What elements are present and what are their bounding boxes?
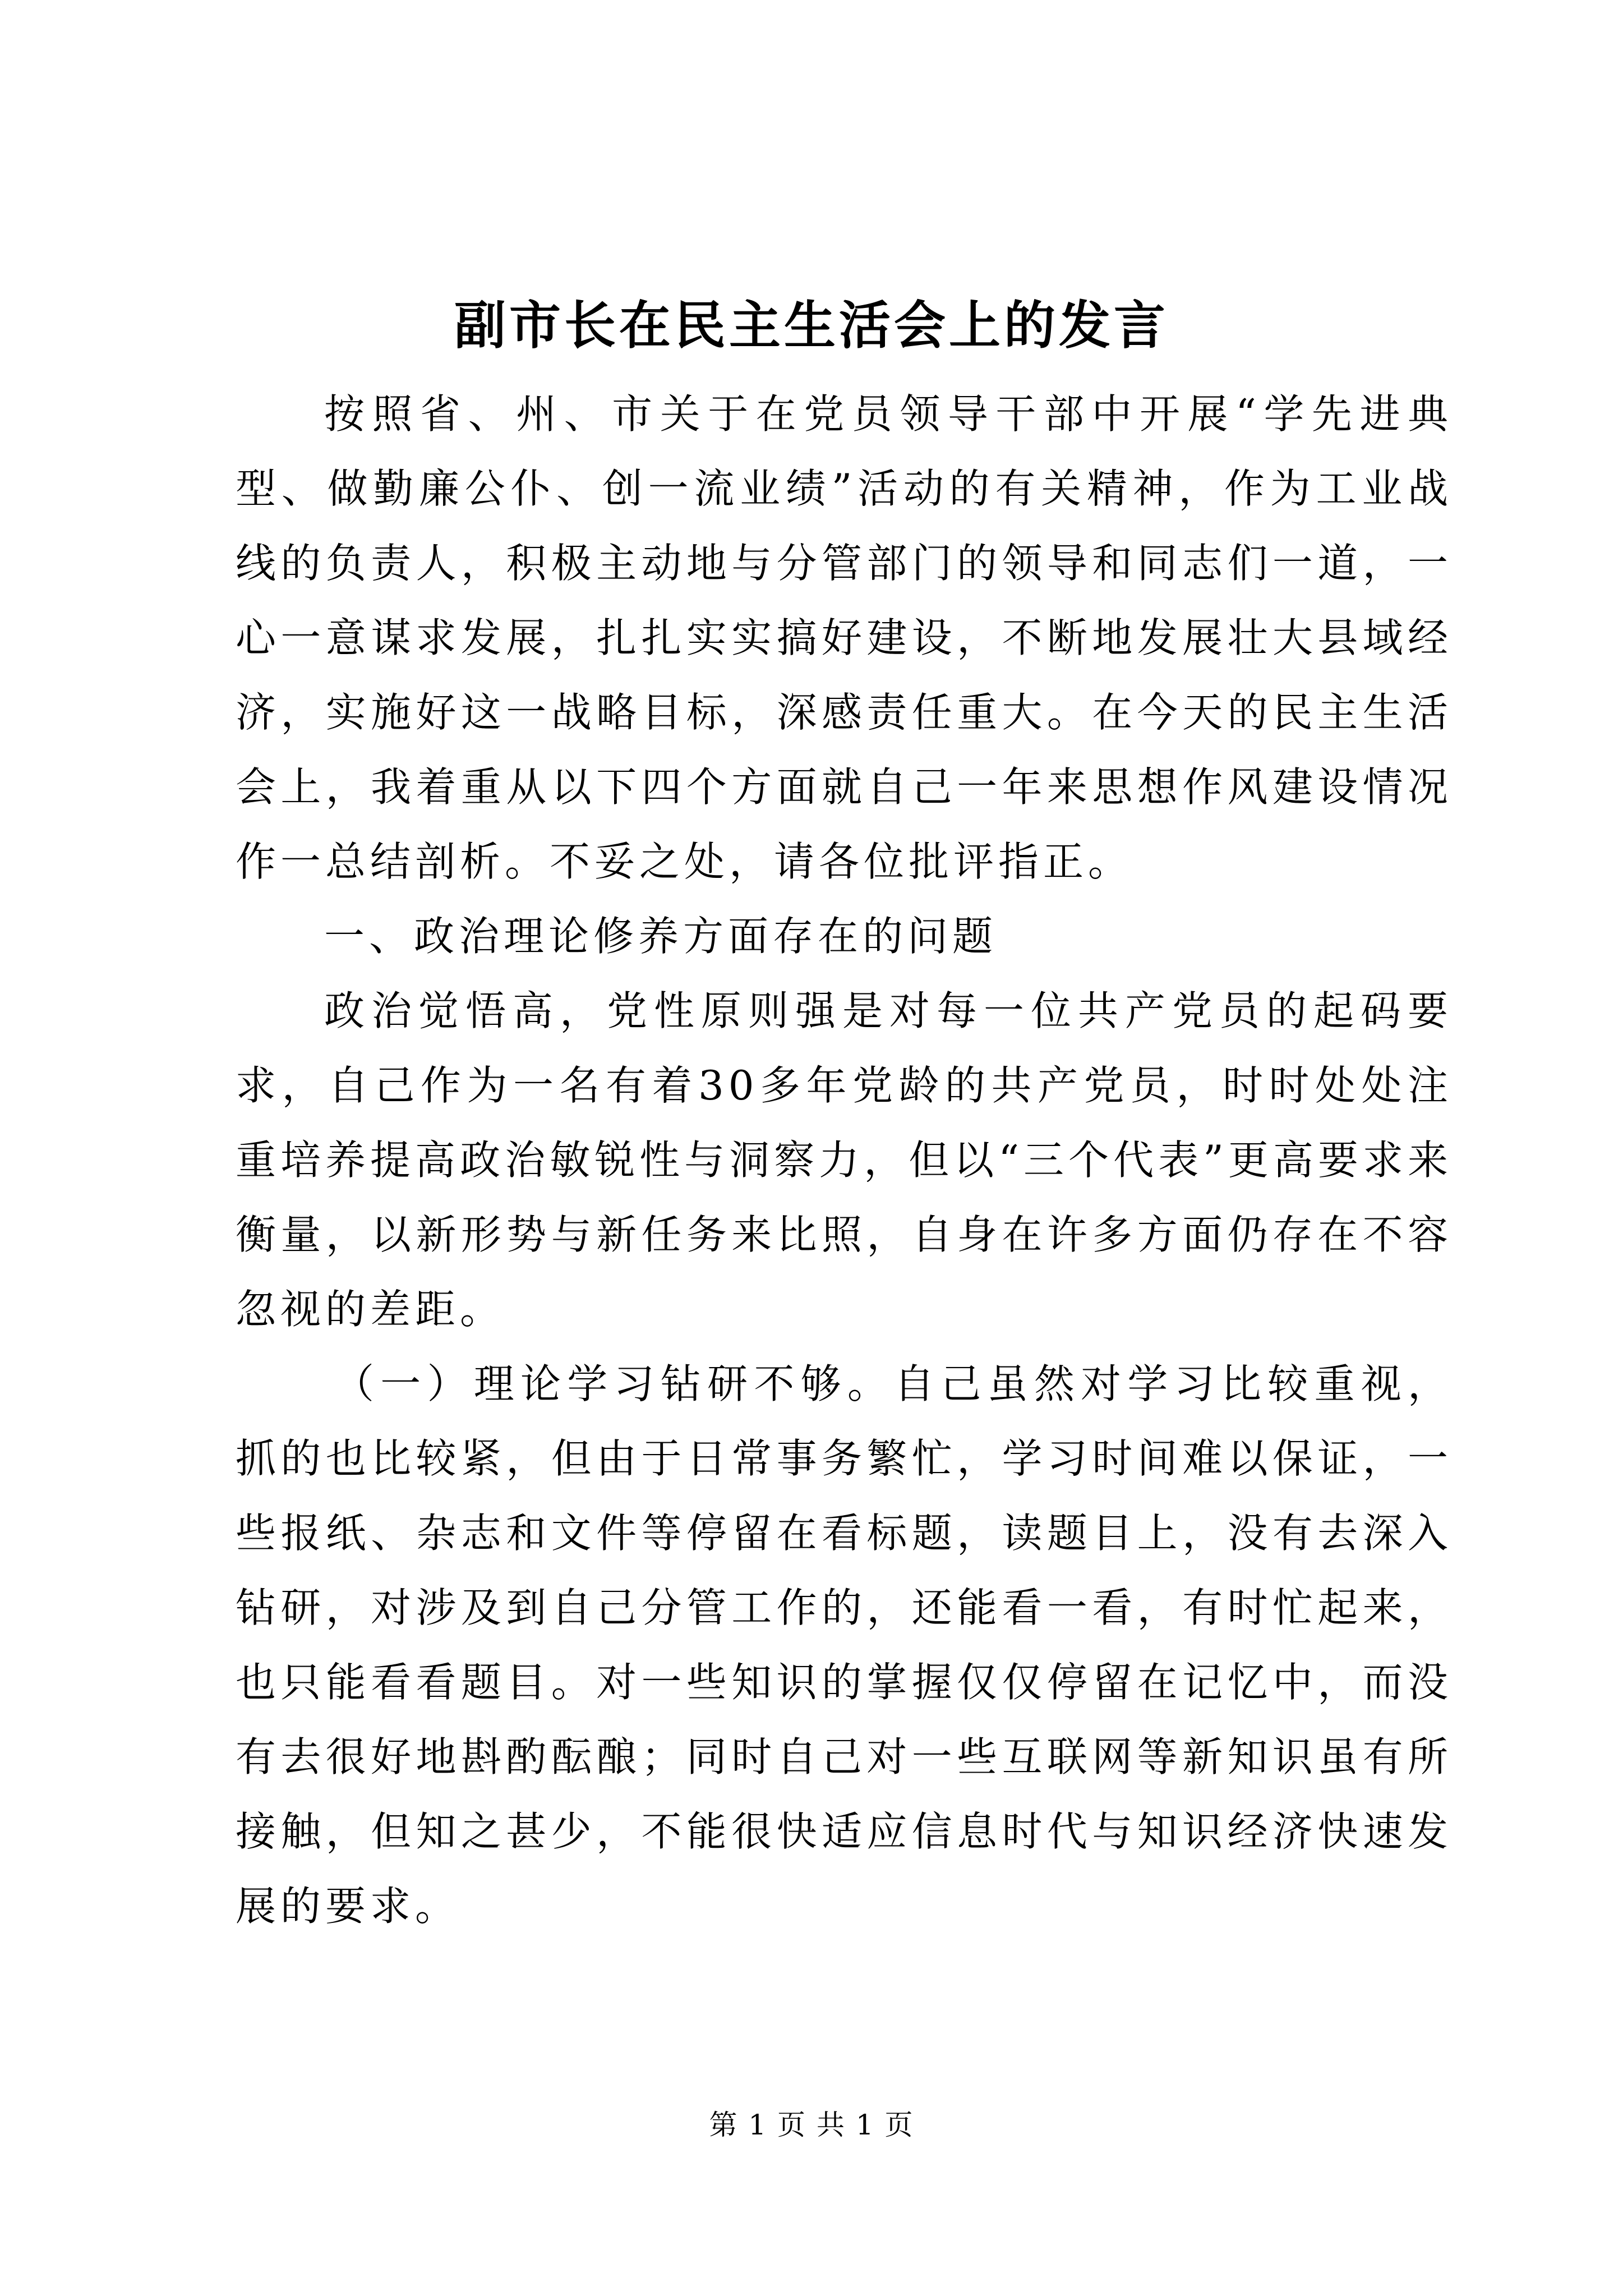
subsection-paragraph: （一）理论学习钻研不够。自己虽然对学习比较重视，抓的也比较紧，但由于日常事务繁忙，学习时间难以保证，一些报纸、杂志和文件等停留在看标题，读题目上，没有去深入钻研，对涉及到自己分管工作的，还能看一看，有时忙起来，也只能看看题目。对一些知识的掌握仅仅停留在记忆中，而没有去很好地斟酌酝酿；同时自己对一些互联网等新知识虽有所接触，但知之甚少，不能很快适应信息时代与知识经济快速发展的要求。 [236,1360,1453,1930]
section-heading: 一、政治理论修养方面存在的问题 [324,913,998,960]
intro-paragraph: 按照省、州、市关于在党员领导干部中开展“学先进典型、做勤廉公仆、创一流业绩”活动的有关精神，作为工业战线的负责人，积极主动地与分管部门的领导和同志们一道，一心一意谋求发展，扎扎实实搞好建设，不断地发展壮大县域经济，实施好这一战略目标，深感责任重大。在今天的民主生活会上，我着重从以下四个方面就自己一年来思想作风建设情况作一总结剖析。不妥之处，请各位批评指正。 [236,390,1453,885]
body-paragraph: 政治觉悟高，党性原则强是对每一位共产党员的起码要求，自己作为一名有着30多年党龄的共产党员，时时处处注重培养提高政治敏锐性与洞察力，但以“三个代表”更高要求来衡量，以新形势与新任务来比照，自身在许多方面仍存在不容忽视的差距。 [236,987,1453,1333]
page-number-footer: 第 1 页 共 1 页 [709,2109,914,2141]
document-body [236,377,1453,1944]
document-title: 副市长在民主生活会上的发言 [454,295,1169,356]
